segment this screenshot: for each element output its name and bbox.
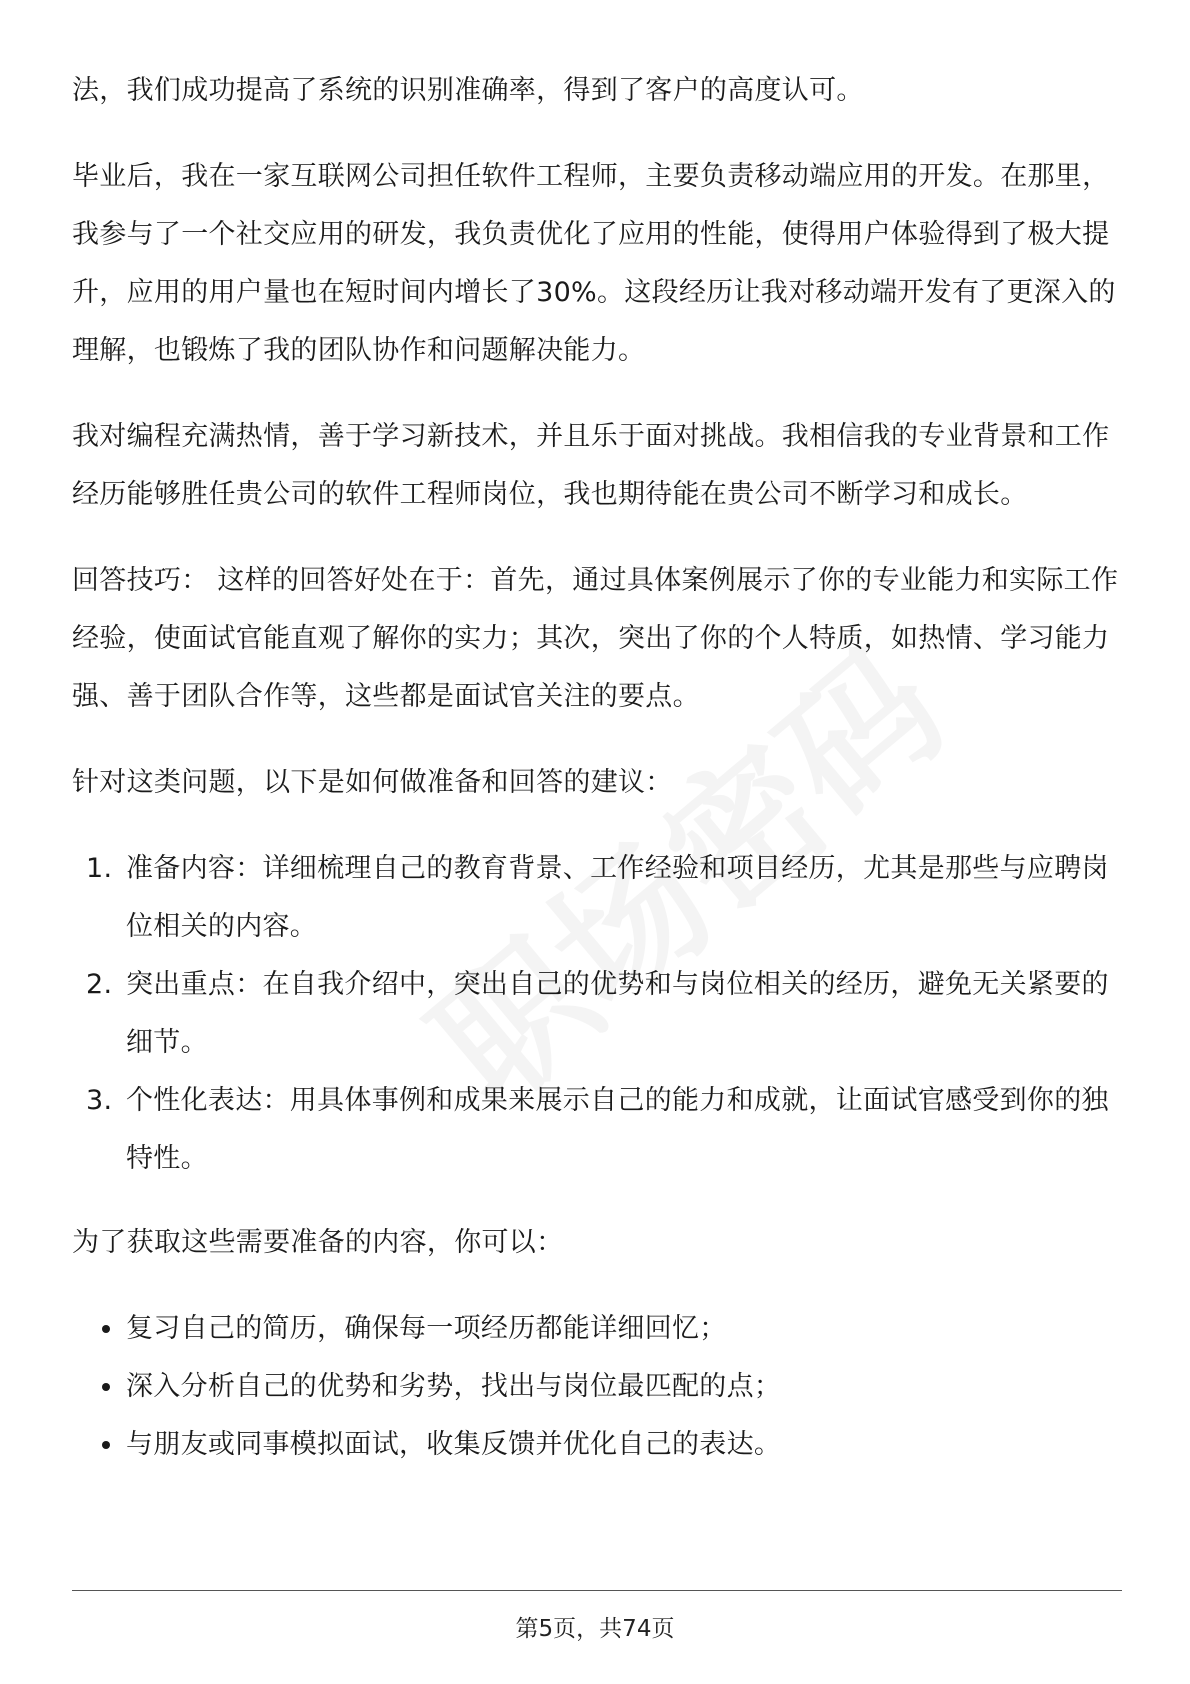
list-item-text: 个性化表达：用具体事例和成果来展示自己的能力和成就，让面试官感受到你的独特性。 <box>126 1085 1109 1174</box>
paragraph-1: 法，我们成功提高了系统的识别准确率，得到了客户的高度认可。 <box>72 75 864 106</box>
bullet-item <box>72 1416 1122 1474</box>
bullet-dot-icon <box>102 1383 110 1391</box>
list-number: 2. <box>86 969 113 1000</box>
bullet-dot-icon <box>102 1441 110 1449</box>
paragraph-answer-tips: 回答技巧： 这样的回答好处在于：首先，通过具体案例展示了你的专业能力和实际工作经验，使面试官能直观了解你的实力；其次，突出了你的个人特质，如热情、学习能力强、善于团队合作等，这些都是面试官关注的要点。 <box>72 565 1119 712</box>
paragraph-preparation-intro: 为了获取这些需要准备的内容，你可以： <box>72 1227 564 1258</box>
list-item <box>72 956 1122 1072</box>
bullet-item-text: 与朋友或同事模拟面试，收集反馈并优化自己的表达。 <box>126 1429 782 1460</box>
list-number: 3. <box>86 1085 113 1116</box>
list-item <box>72 1072 1122 1188</box>
bullet-dot-icon <box>102 1325 110 1333</box>
bullet-list <box>72 1300 1122 1474</box>
bullet-item-text: 深入分析自己的优势和劣势，找出与岗位最匹配的点； <box>126 1371 782 1402</box>
list-item-text: 突出重点：在自我介绍中，突出自己的优势和与岗位相关的经历，避免无关紧要的细节。 <box>126 969 1109 1058</box>
bullet-item-text: 复习自己的简历，确保每一项经历都能详细回忆； <box>126 1313 727 1344</box>
page-number: 第5页，共74页 <box>515 1616 675 1642</box>
paragraph-suggestions-intro: 针对这类问题，以下是如何做准备和回答的建议： <box>72 767 673 798</box>
bullet-item <box>72 1358 1122 1416</box>
numbered-list <box>72 840 1122 1188</box>
footer-divider <box>72 1590 1122 1591</box>
bullet-item <box>72 1300 1122 1358</box>
paragraph-3: 我对编程充满热情，善于学习新技术，并且乐于面对挑战。我相信我的专业背景和工作经历能够胜任贵公司的软件工程师岗位，我也期待能在贵公司不断学习和成长。 <box>72 421 1110 510</box>
list-item-text: 准备内容：详细梳理自己的教育背景、工作经验和项目经历，尤其是那些与应聘岗位相关的内容。 <box>126 853 1109 942</box>
list-number: 1. <box>86 853 113 884</box>
document-body <box>72 62 1122 1474</box>
paragraph-2: 毕业后，我在一家互联网公司担任软件工程师，主要负责移动端应用的开发。在那里，我参与了一个社交应用的研发，我负责优化了应用的性能，使得用户体验得到了极大提升，应用的用户量也在短时间内增长了30%。这段经历让我对移动端开发有了更深入的理解，也锻炼了我的团队协作和问题解决能力。 <box>72 161 1116 366</box>
list-item <box>72 840 1122 956</box>
